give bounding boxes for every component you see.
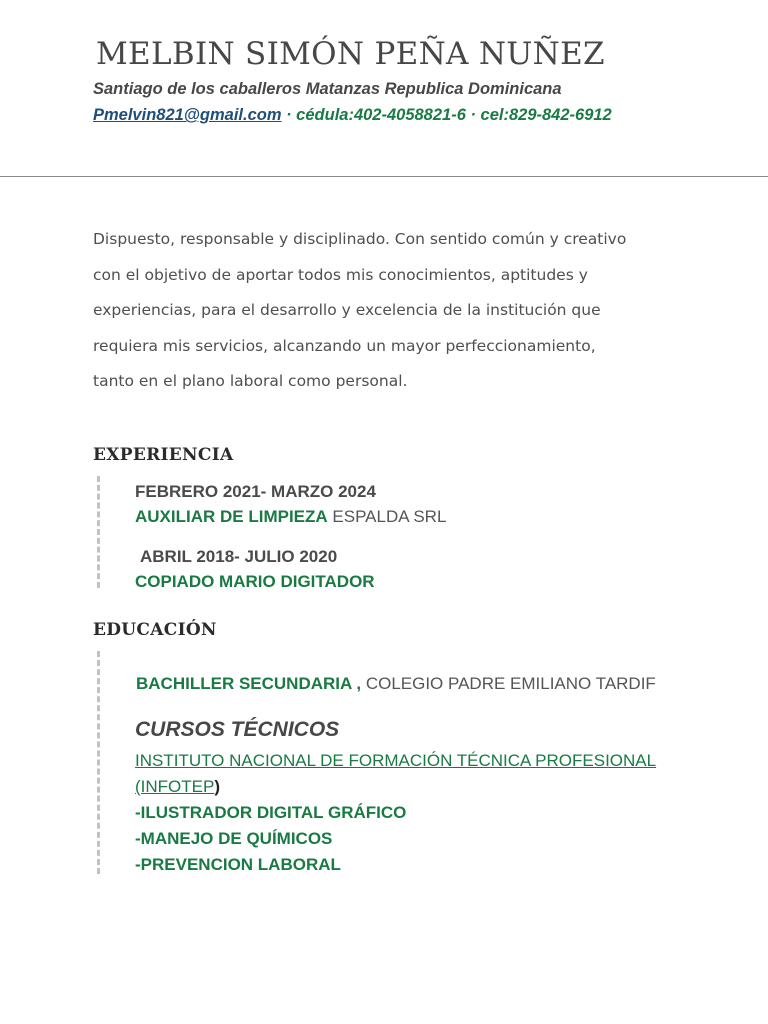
courses-heading: CURSOS TÉCNICOS bbox=[135, 718, 340, 741]
experience-item bbox=[135, 507, 446, 527]
course-item: -ILUSTRADOR DIGITAL GRÁFICO bbox=[135, 803, 407, 822]
job-title: COPIADO MARIO DIGITADOR bbox=[135, 572, 375, 591]
address: Santiago de los caballeros Matanzas Republica Dominicana bbox=[93, 80, 562, 98]
summary-line: Dispuesto, responsable y disciplinado. Con sentido común y creativo bbox=[93, 230, 627, 248]
course-item: -PREVENCION LABORAL bbox=[135, 855, 341, 874]
candidate-name: MELBIN SIMÓN PEÑA NUÑEZ bbox=[96, 36, 605, 72]
contact-line bbox=[93, 106, 612, 125]
summary-line: requiera mis servicios, alcanzando un mayor perfeccionamiento, bbox=[93, 336, 596, 355]
institute-abbr-link[interactable]: (INFOTEP bbox=[135, 777, 215, 796]
education-heading: EDUCACIÓN bbox=[93, 620, 217, 640]
institute-link[interactable]: INSTITUTO NACIONAL DE FORMACIÓN TÉCNICA PROFESIONAL bbox=[135, 751, 657, 770]
job-title: AUXILIAR DE LIMPIEZA bbox=[135, 507, 328, 526]
education-timeline bbox=[97, 651, 100, 874]
institute-abbr bbox=[135, 777, 220, 797]
experience-dates: FEBRERO 2021- MARZO 2024 bbox=[135, 482, 376, 501]
profile-summary bbox=[93, 222, 693, 400]
school-name: COLEGIO PADRE EMILIANO TARDIF bbox=[361, 674, 656, 693]
course-item: -MANEJO DE QUÍMICOS bbox=[135, 829, 333, 848]
company-name: ESPALDA SRL bbox=[327, 507, 447, 526]
experience-heading: EXPERIENCIA bbox=[93, 445, 234, 465]
email-link[interactable]: Pmelvin821@gmail.com bbox=[93, 106, 282, 124]
experience-item bbox=[135, 572, 375, 592]
summary-line: experiencias, para el desarrollo y excelencia de la institución que bbox=[93, 301, 601, 319]
id-and-phone: · cédula:402-4058821-6 · cel:829-842-6912 bbox=[281, 106, 612, 124]
experience-timeline bbox=[97, 476, 100, 588]
header-divider bbox=[0, 176, 768, 177]
summary-line: tanto en el plano laboral como personal. bbox=[93, 372, 408, 390]
degree: BACHILLER SECUNDARIA , bbox=[136, 674, 362, 693]
institute-name bbox=[135, 751, 656, 771]
education-item bbox=[136, 674, 656, 694]
experience-dates: ABRIL 2018- JULIO 2020 bbox=[140, 547, 338, 566]
closing-paren: ) bbox=[214, 777, 221, 796]
summary-line: con el objetivo de aportar todos mis conocimientos, aptitudes y bbox=[93, 265, 588, 284]
